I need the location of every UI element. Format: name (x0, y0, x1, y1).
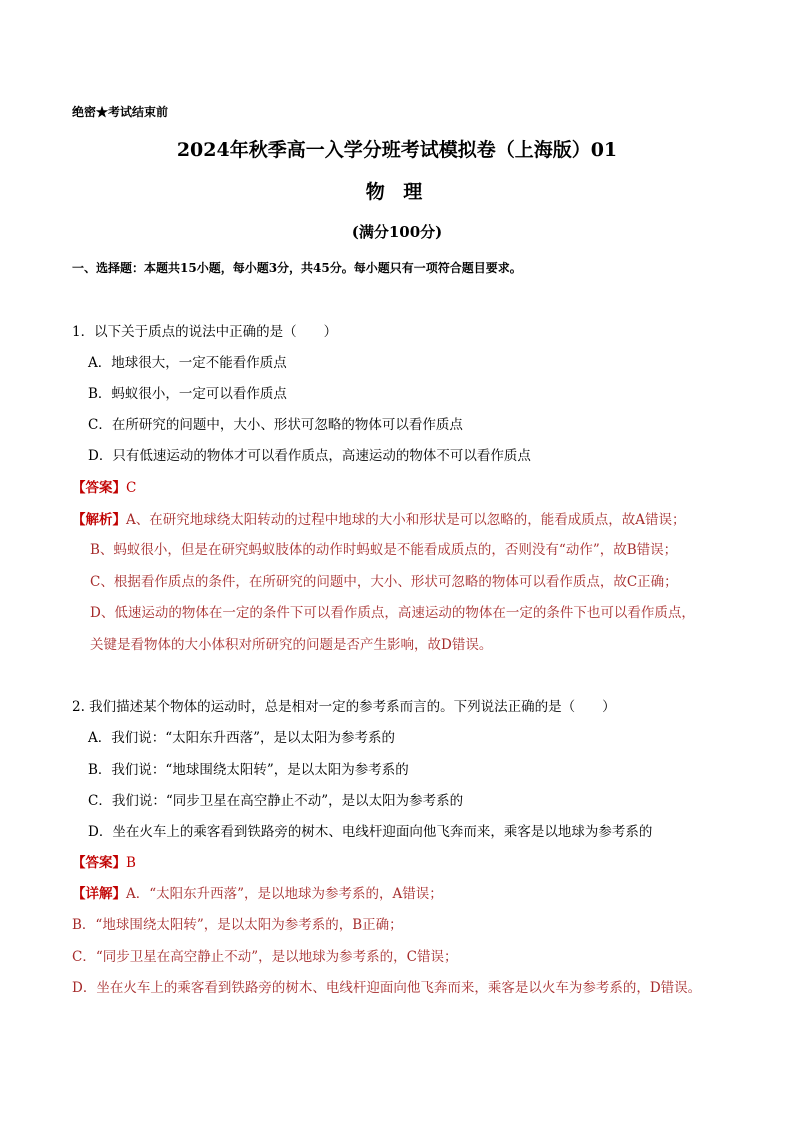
question-2-analysis-line-2: B．“地球围绕太阳转”，是以太阳为参考系的，B正确； (72, 917, 403, 933)
question-1-option-c: C．在所研究的问题中，大小、形状可忽略的物体可以看作质点 (88, 417, 463, 433)
analysis-tag: 【解析】 (72, 512, 126, 528)
answer-value: C (126, 480, 137, 496)
question-1-analysis-line-2: B、蚂蚁很小，但是在研究蚂蚁肢体的动作时蚂蚁是不能看成质点的，否则没有“动作”，故B错误； (90, 542, 678, 558)
question-2-stem: 2. 我们描述某个物体的运动时，总是相对一定的参考系而言的。下列说法正确的是（ ） (72, 699, 616, 715)
question-2-analysis-line-4: D．坐在火车上的乘客看到铁路旁的树木、电线杆迎面向他飞奔而来，乘客是以火车为参考系的，D错误。 (72, 980, 702, 996)
answer-tag: 【答案】 (72, 480, 126, 496)
question-1-option-d: D．只有低速运动的物体才可以看作质点，高速运动的物体不可以看作质点 (88, 448, 531, 464)
question-2-option-c: C．我们说：“同步卫星在高空静止不动”，是以太阳为参考系的 (88, 793, 464, 809)
full-score-note: (满分100分) (351, 223, 443, 241)
question-2-analysis-line-1 (72, 882, 443, 902)
exam-title: 2024年秋季高一入学分班考试模拟卷（上海版）01 (176, 139, 618, 161)
question-1-answer (72, 476, 136, 496)
answer-tag: 【答案】 (72, 855, 126, 871)
question-1-option-b: B．蚂蚁很小，一定可以看作质点 (88, 386, 287, 402)
question-1-analysis-line-1 (72, 508, 686, 528)
analysis-text: A、在研究地球绕太阳转动的过程中地球的大小和形状是可以忽略的，能看成质点，故A错误； (126, 512, 686, 528)
question-2-analysis-line-3: C．“同步卫星在高空静止不动”，是以地球为参考系的，C错误； (72, 949, 458, 965)
analysis-text: A．“太阳东升西落”，是以地球为参考系的，A错误； (126, 886, 443, 902)
question-2-option-d: D．坐在火车上的乘客看到铁路旁的树木、电线杆迎面向他飞奔而来，乘客是以地球为参考系的 (88, 824, 653, 840)
question-1-stem: 1．以下关于质点的说法中正确的是（ ） (72, 324, 338, 340)
subject-heading: 物 理 (365, 181, 429, 203)
answer-value: B (126, 855, 136, 871)
analysis-tag: 【详解】 (72, 886, 126, 902)
question-2-answer (72, 851, 136, 871)
question-1-analysis-line-5: 关键是看物体的大小体积对所研究的问题是否产生影响，故D错误。 (90, 637, 493, 653)
question-2-option-b: B．我们说：“地球围绕太阳转”，是以太阳为参考系的 (88, 762, 409, 778)
question-1-option-a: A．地球很大，一定不能看作质点 (88, 355, 287, 371)
section-instructions: 一、选择题：本题共15小题，每小题3分，共45分。每小题只有一项符合题目要求。 (72, 261, 522, 275)
question-1-analysis-line-3: C、根据看作质点的条件，在所研究的问题中，大小、形状可忽略的物体可以看作质点，故C正确； (90, 574, 678, 590)
confidential-label: 绝密★考试结束前 (72, 105, 169, 119)
question-2-option-a: A．我们说：“太阳东升西落”，是以太阳为参考系的 (88, 730, 396, 746)
question-1-analysis-line-4: D、低速运动的物体在一定的条件下可以看作质点，高速运动的物体在一定的条件下也可以看作质点， (90, 605, 695, 621)
